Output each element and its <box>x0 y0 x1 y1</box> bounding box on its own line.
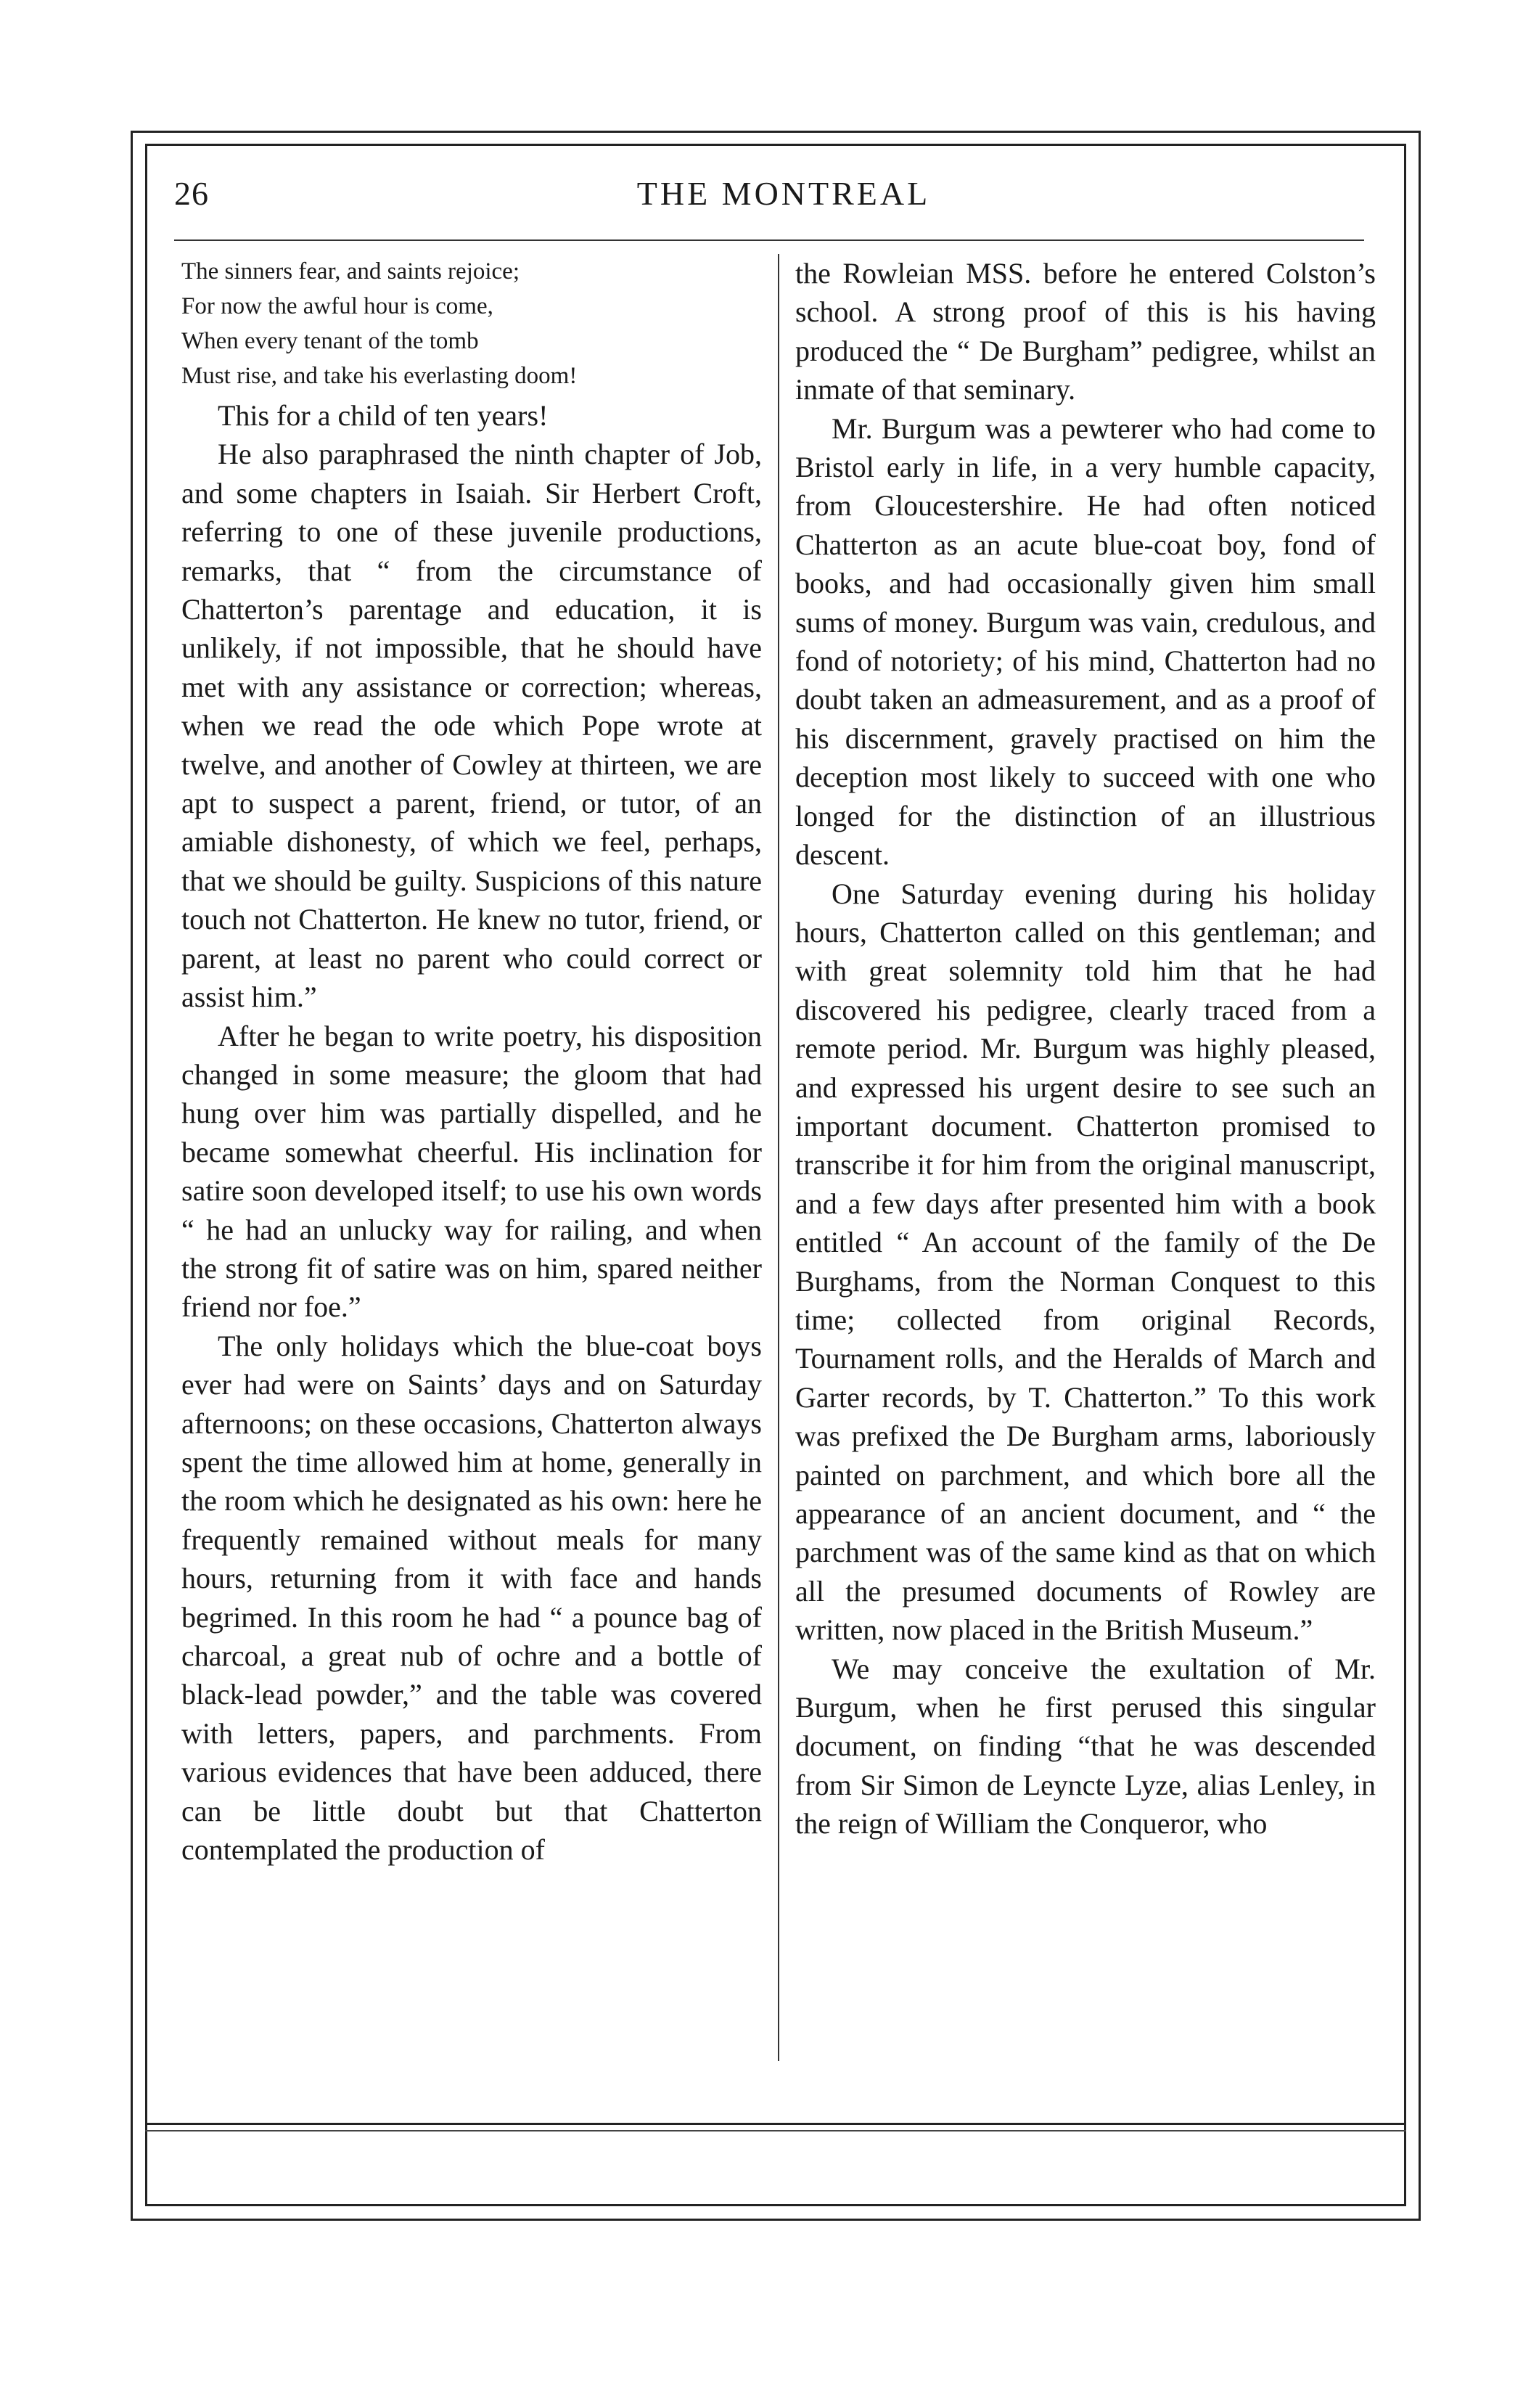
poem-line: When every tenant of the tomb <box>181 328 479 354</box>
footer-rule <box>145 2123 1406 2125</box>
poem-excerpt <box>181 254 762 393</box>
poem-line: For now the awful hour is come, <box>181 293 493 319</box>
page-number: 26 <box>174 175 209 212</box>
column-divider <box>778 254 779 2061</box>
paragraph: One Saturday evening during his holiday hours, Chatterton called on this gentleman; and with great solemnity told him that he had discovered his pedigree, clearly traced from a remote period. Mr. Burgum was highly pleased, and expressed his urgent desire to see such an important document. Chatterton promised to transcribe it for him from the original manuscript, and a few days after presented him with a book entitled “ An account of the family of the De Burghams, from the Norman Conquest to this time; collected from original Records, Tournament rolls, and the Heralds of March and Garter records, by T. Chatterton.” To this work was prefixed the De Burgham arms, laboriously painted on parchment, and which bore all the appearance of an ancient document, and “ the parchment was of the same kind as that on which all the presumed documents of Rowley are written, now placed in the British Museum.” <box>795 877 1376 1647</box>
running-title: THE MONTREAL <box>636 175 931 212</box>
paragraph: We may conceive the exultation of Mr. Burgum, when he first perused this singular document, on finding “that he was descended from Sir Simon de Leyncte Lyze, alias Lenley, in the reign of William the Conqueror, who <box>795 1652 1376 1840</box>
poem-line: Must rise, and take his everlasting doom! <box>181 363 578 389</box>
page-header <box>174 174 1393 225</box>
left-column <box>181 254 762 1869</box>
paragraph: The only holidays which the blue-coat boys ever had were on Saints’ days and on Saturday afternoons; on these occasions, Chatterton always spent the time allowed him at home, generally in the room which he designated as his own: here he frequently remained without meals for many hours, returning from it with face and hands begrimed. In this room he had “ a pounce bag of charcoal, a great nub of ochre and a bottle of black-lead powder,” and the table was covered with letters, papers, and parchments. From various evidences that have been adduced, there can be little doubt but that Chatterton contemplated the production of <box>181 1329 762 1867</box>
right-column <box>795 254 1376 1843</box>
paragraph: After he began to write poetry, his disposition changed in some measure; the gloom that had hung over him was partially dispelled, and he became somewhat cheerful. His inclination for satire soon developed itself; to use his own words “ he had an unlucky way for railing, and when the strong fit of satire was on him, spared neither friend nor foe.” <box>181 1019 762 1324</box>
paragraph: the Rowleian MSS. before he entered Colston’s school. A strong proof of this is his having produced the “ De Burgham” pedigree, whilst an inmate of that seminary. <box>795 257 1376 406</box>
header-rule <box>174 239 1364 241</box>
footer-rule-secondary <box>145 2130 1406 2131</box>
paragraph: He also paraphrased the ninth chapter of Job, and some chapters in Isaiah. Sir Herbert Croft, referring to one of these juvenile productions, remarks, that “ from the circumstance of Chatterton’s parentage and education, it is unlikely, if not impossible, that he should have met with any assistance or correction; whereas, when we read the ode which Pope wrote at twelve, and another of Cowley at thirteen, we are apt to suspect a parent, friend, or tutor, of an amiable dishonesty, of which we feel, perhaps, that we should be guilty. Suspicions of this nature touch not Chatterton. He knew no tutor, friend, or parent, at least no parent who could correct or assist him.” <box>181 438 762 1014</box>
paragraph: This for a child of ten years! <box>218 399 549 432</box>
poem-line: The sinners fear, and saints rejoice; <box>181 258 520 284</box>
paragraph: Mr. Burgum was a pewterer who had come to Bristol early in life, in a very humble capacity, from Gloucestershire. He had often noticed Chatterton as an acute blue-coat boy, fond of books, and had occasionally given him small sums of money. Burgum was vain, credulous, and fond of notoriety; of his mind, Chatterton had no doubt taken an admeasurement, and as a proof of his discernment, gravely practised on him the deception most likely to succeed with one who longed for the distinction of an illustrious descent. <box>795 411 1376 872</box>
